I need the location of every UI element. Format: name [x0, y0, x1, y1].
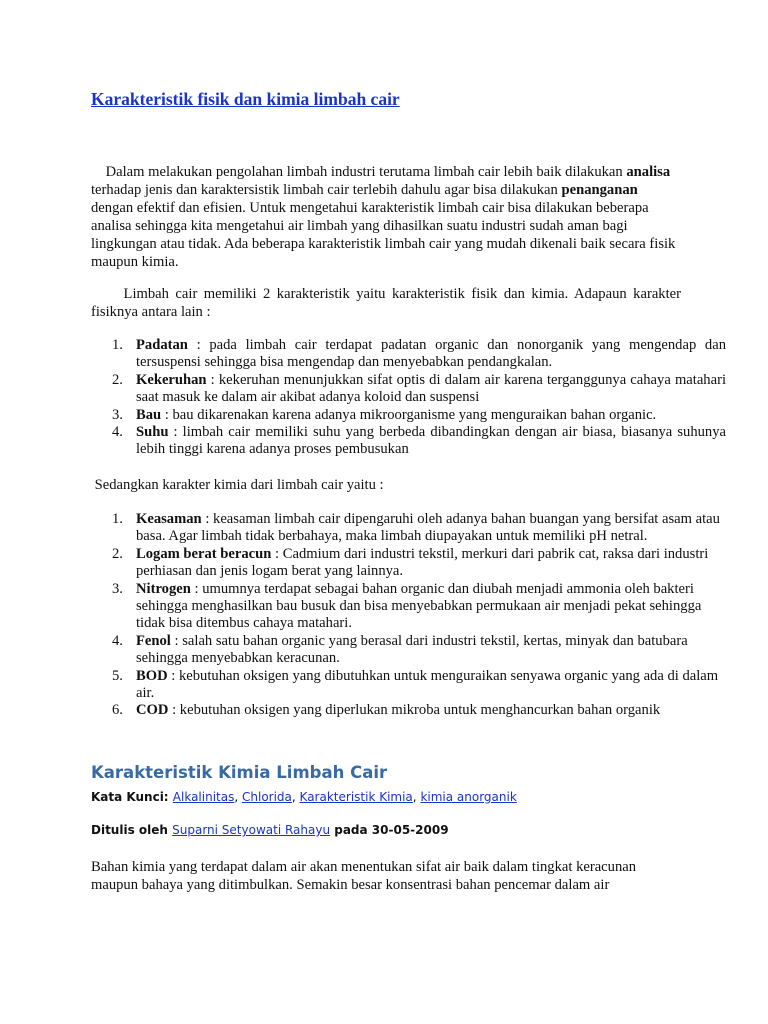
publish-date: 30-05-2009	[371, 823, 449, 837]
list-item-number: 4.	[112, 424, 123, 441]
list-item-number: 5.	[112, 667, 123, 684]
list-item	[112, 545, 726, 581]
list-item	[112, 702, 726, 719]
intro-text-3: dengan efektif dan efisien. Untuk mengetahui karakteristik limbah cair bisa dilakukan beberapa analisa sehingga kita mengetahui air limbah yang dihasilkan suatu industri sudah aman bagi lingkungan atau tidak. Ada beberapa karakteristik limbah cair yang mudah dikenali baik secara fisik maupun kimia.	[91, 200, 676, 270]
list-item-description: : keasaman limbah cair dipengaruhi oleh adanya bahan buangan yang bersifat asam atau basa. Agar limbah tidak berbahaya, maka limbah diupayakan untuk memiliki pH netral.	[136, 511, 720, 545]
list-item-term: Keasaman	[136, 511, 202, 527]
keywords-line	[91, 790, 517, 804]
list-item	[112, 424, 726, 459]
chemical-characteristics-list	[91, 511, 726, 720]
list-item-description: : salah satu bahan organic yang berasal dari industri tekstil, kertas, minyak dan batubara sehingga menyebabkan keracunan.	[136, 632, 688, 667]
date-prefix: pada	[330, 823, 372, 837]
keyword-separator: ,	[291, 790, 300, 804]
list-item-number: 6.	[112, 702, 123, 719]
intro-text-1: Dalam melakukan pengolahan limbah industri terutama limbah cair lebih baik dilakukan	[91, 164, 627, 180]
section-heading: Karakteristik Kimia Limbah Cair	[91, 763, 388, 782]
list-item-term: Logam berat beracun	[136, 545, 272, 562]
list-item-description: : kebutuhan oksigen yang dibutuhkan untuk menguraikan senyawa organic yang ada di dalam air.	[136, 667, 719, 702]
page-title[interactable]: Karakteristik fisik dan kimia limbah cair	[91, 89, 400, 109]
keyword-links	[173, 790, 517, 804]
list-item-number: 3.	[112, 406, 123, 423]
keyword-link[interactable]: Alkalinitas	[172, 790, 235, 804]
author-link[interactable]: Suparni Setyowati Rahayu	[172, 823, 331, 837]
intro-paragraph	[91, 163, 681, 271]
list-item	[112, 580, 726, 633]
keyword-separator: ,	[234, 790, 242, 804]
list-item-term: Suhu	[136, 424, 169, 441]
intro-bold-analisa: analisa	[626, 164, 671, 180]
list-item-term: Padatan	[136, 337, 188, 353]
keyword-link[interactable]: Chlorida	[242, 790, 292, 804]
list-item-term: COD	[136, 702, 169, 719]
list-item-number: 1.	[112, 511, 123, 527]
list-item-description: : limbah cair memiliki suhu yang berbeda dibandingkan dengan air biasa, biasanya suhunya lebih tinggi karena adanya proses pembusukan	[136, 424, 726, 458]
keyword-link[interactable]: Karakteristik Kimia	[299, 790, 413, 804]
intro-text-2: terhadap jenis dan karaktersistik limbah cair terlebih dahulu agar bisa dilakukan	[91, 182, 562, 198]
physical-characteristics-list	[91, 337, 726, 459]
list-item-term: Fenol	[136, 632, 171, 649]
list-item-description: : kekeruhan menunjukkan sifat optis di dalam air karena terganggunya cahaya matahari saat masuk ke dalam air akibat adanya koloid dan suspensi	[136, 371, 726, 406]
list-item-number: 3.	[112, 580, 123, 597]
list-item	[112, 511, 726, 546]
section-body-paragraph: Bahan kimia yang terdapat dalam air akan menentukan sifat air baik dalam tingkat keracunan maupun bahaya yang ditimbulkan. Semakin besar konsentrasi bahan pencemar dalam air	[91, 859, 637, 893]
list-item-number: 4.	[112, 632, 123, 649]
list-item-description: : bau dikarenakan karena adanya mikroorganisme yang menguraikan bahan organic.	[161, 406, 657, 423]
list-item-term: Kekeruhan	[136, 371, 207, 388]
author-line	[91, 823, 449, 837]
list-item	[112, 667, 726, 703]
list-item-term: Bau	[136, 406, 162, 423]
intro-bold-penanganan: penanganan	[561, 182, 638, 198]
list-item-number: 2.	[112, 545, 123, 562]
physical-intro-paragraph: Limbah cair memiliki 2 karakteristik yaitu karakteristik fisik dan kimia. Adapaun karakter fisiknya antara lain :	[91, 286, 685, 320]
list-item	[112, 632, 726, 668]
list-item-number: 1.	[112, 337, 123, 353]
list-item-description: : kebutuhan oksigen yang diperlukan mikroba untuk menghancurkan bahan organik	[168, 702, 661, 719]
keywords-label: Kata Kunci:	[91, 790, 173, 804]
author-prefix: Ditulis oleh	[91, 823, 173, 837]
chemical-intro-paragraph: Sedangkan karakter kimia dari limbah cair yaitu :	[91, 477, 384, 493]
list-item-description: : Cadmium dari industri tekstil, merkuri dari pabrik cat, raksa dari industri perhiasan dan jenis logam berat yang lainnya.	[136, 545, 709, 580]
list-item	[112, 406, 726, 424]
list-item-number: 2.	[112, 371, 123, 388]
list-item-description: : umumnya terdapat sebagai bahan organic dan diubah menjadi ammonia oleh bakteri sehingga menghasilkan bau busuk dan bisa menyebabkan permukaan air menjadi pekat sehingga tidak bisa ditembus cahaya matahari.	[136, 580, 702, 632]
list-item	[112, 337, 726, 372]
list-item-term: BOD	[136, 667, 168, 684]
keyword-link[interactable]: kimia anorganik	[420, 790, 517, 804]
list-item	[112, 371, 726, 407]
list-item-term: Nitrogen	[136, 580, 191, 597]
keyword-separator: ,	[412, 790, 421, 804]
list-item-description: : pada limbah cair terdapat padatan organic dan nonorganik yang mengendap dan tersuspensi sehingga bisa mengendap dan menyebabkan pendangkalan.	[136, 337, 726, 371]
